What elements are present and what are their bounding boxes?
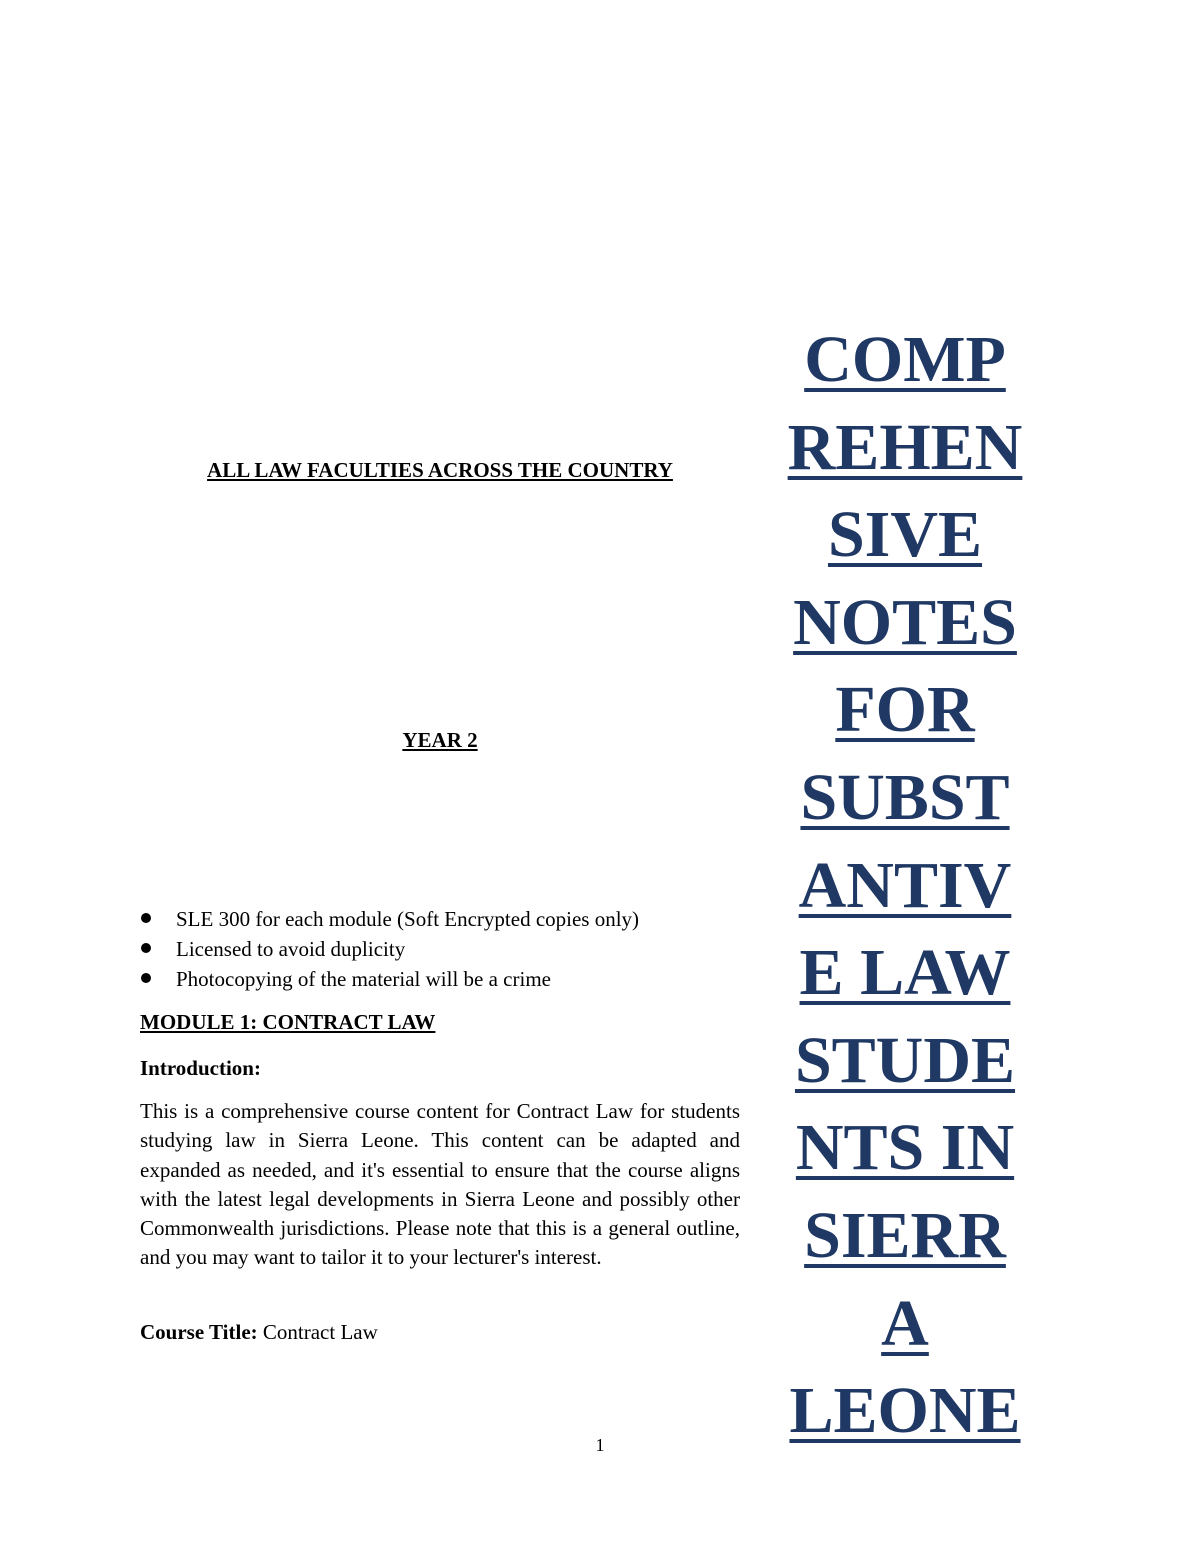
bullet-icon bbox=[141, 943, 151, 953]
side-title-line: NTS IN bbox=[795, 1111, 1015, 1185]
side-title-line: E LAW bbox=[799, 936, 1011, 1010]
bullet-icon bbox=[141, 973, 151, 983]
course-title-label: Course Title: bbox=[140, 1320, 258, 1344]
side-title-line: SIERR bbox=[804, 1198, 1006, 1272]
intro-paragraph: This is a comprehensive course content for Contract Law for students studying law in Sierra Leone. This content can be adapted and expanded as needed, and it's essential to ensure that the course aligns with the latest legal developments in Sierra Leone and possibly other Commonwealth jurisdictions. Please note that this is a general outline, and you may want to tailor it to your lecturer's interest. bbox=[140, 1099, 740, 1270]
bullet-icon bbox=[141, 913, 151, 923]
side-title-line: SUBST bbox=[800, 760, 1010, 834]
list-item bbox=[140, 964, 740, 994]
side-title-line: LEONE bbox=[789, 1374, 1021, 1448]
audience-heading: ALL LAW FACULTIES ACROSS THE COUNTRY bbox=[207, 458, 673, 482]
course-title bbox=[140, 1319, 378, 1345]
side-title-line: COMP bbox=[804, 323, 1006, 396]
list-item bbox=[140, 934, 740, 964]
side-title-line: SIVE bbox=[827, 498, 983, 572]
module-heading: MODULE 1: CONTRACT LAW bbox=[140, 1010, 436, 1034]
side-title-line: FOR bbox=[835, 673, 975, 747]
page-number: 1 bbox=[595, 1435, 605, 1455]
side-title-line: NOTES bbox=[793, 585, 1017, 659]
side-title-line: A bbox=[881, 1286, 929, 1360]
bullet-text: SLE 300 for each module (Soft Encrypted copies only) bbox=[176, 907, 640, 931]
bullet-list bbox=[140, 904, 740, 994]
bullet-text: Photocopying of the material will be a crime bbox=[176, 967, 551, 991]
side-title-line: ANTIV bbox=[798, 848, 1012, 922]
list-item bbox=[140, 904, 740, 934]
side-title bbox=[760, 316, 1050, 1455]
course-title-value: Contract Law bbox=[262, 1320, 378, 1344]
intro-heading: Introduction: bbox=[140, 1056, 261, 1080]
bullet-text: Licensed to avoid duplicity bbox=[176, 937, 406, 961]
year-heading: YEAR 2 bbox=[402, 728, 478, 752]
side-title-line: STUDE bbox=[794, 1023, 1016, 1097]
side-title-line: REHEN bbox=[787, 410, 1023, 484]
